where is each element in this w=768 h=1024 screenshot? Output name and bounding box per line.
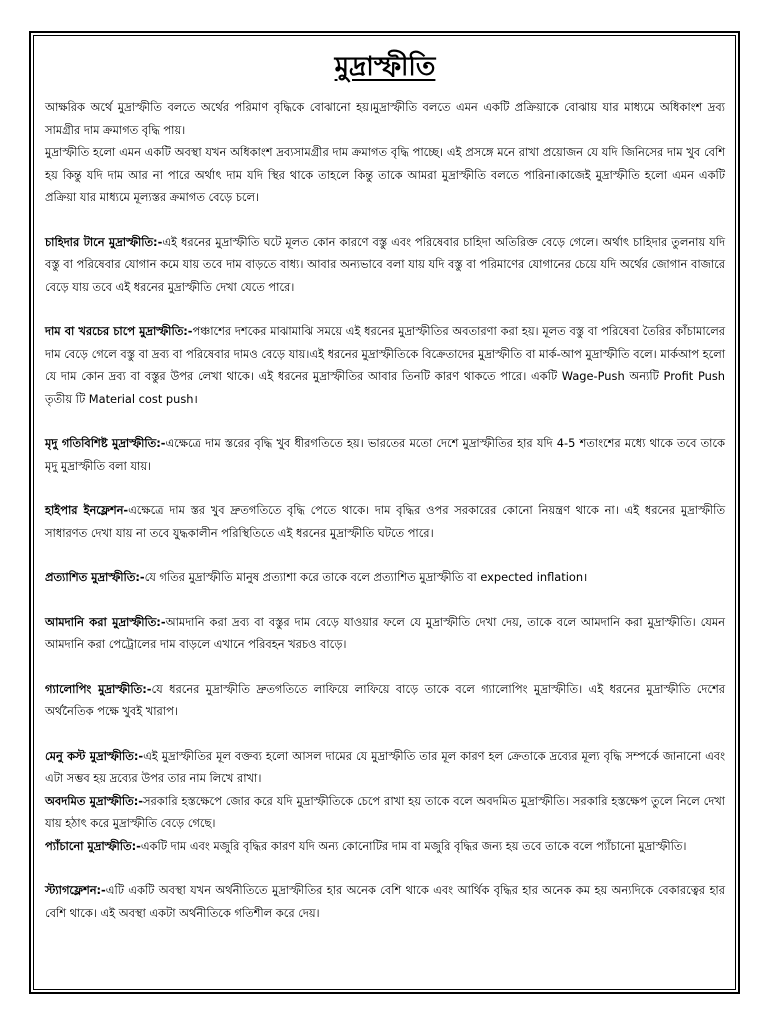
section-gap (45, 410, 725, 432)
term-text: এই ধরনের মুদ্রাস্ফীতি ঘটে মূলত কোন কারণে বস্তু এবং পরিষেবার চাহিদা অতিরিক্ত বেড়ে গেলে। অর্থাৎ চাহিদার তুলনায় যদি বস্তু বা পরিষেবার যোগান কমে যায় তবে দাম বাড়তে বাধ্য। আবার অন্যভাবে বলা যায় যদি বস্তু বা পরিমাণের যোগানের চেয়ে যদি অর্থের জোগান বাজারে বেড়ে যায় তবে এই ধরনের মুদ্রাস্ফীতি দেখা যেতে পারে। (45, 234, 725, 294)
section-gap (45, 209, 725, 231)
term-text: আমদানি করা দ্রব্য বা বস্তুর দাম বেড়ে যাওয়ার ফলে যে মুদ্রাস্ফীতি দেখা দেয়, তাকে বলে আমদানি করা মুদ্রাস্ফীতি। যেমন আমদানি করা পেট্রোলের দাম বাড়লে এখানে পরিবহন খরচও বাড়ে। (45, 614, 725, 651)
section-gap (45, 544, 725, 566)
section-paragraph (45, 790, 725, 835)
term-heading: প্রত্যাশিত মুদ্রাস্ফীতি:- (45, 570, 145, 584)
term-heading: দাম বা খরচের চাপে মুদ্রাস্ফীতি:- (45, 324, 193, 338)
term-text: একটি দাম এবং মজুরি বৃদ্ধির কারণ যদি অন্য কোনোটির দাম বা মজুরি বৃদ্ধির জন্য হয় তবে তাকে বলে প্যাঁচানো মুদ্রাস্ফীতি। (140, 838, 687, 853)
section-gap (45, 656, 725, 678)
section-paragraph (45, 835, 725, 858)
term-heading: প্যাঁচানো মুদ্রাস্ফীতি:- (45, 838, 141, 853)
section-gap (45, 298, 725, 320)
term-heading: হাইপার ইনফ্লেশন- (45, 503, 129, 517)
term-heading: চাহিদার টানে মুদ্রাস্ফীতি:- (45, 234, 163, 249)
term-heading: মেনু কস্ট মুদ্রাস্ফীতি:- (45, 748, 144, 763)
term-heading: স্ট্যাগফ্লেশন:- (45, 883, 106, 897)
term-heading: মৃদু গতিবিশিষ্ট মুদ্রাস্ফীতি:- (45, 436, 166, 450)
section-paragraph (45, 566, 725, 589)
term-text: এটি একটি অবস্থা যখন অর্থনীতিতে মুদ্রাস্ফীতির হার অনেক বেশি থাকে এবং আর্থিক বৃদ্ধির হার অনেক কম হয় অন্যদিকে বেকারত্বের হার বেশি থাকে। এই অবস্থা একটা অর্থনীতিকে গতিশীল করে দেয়। (45, 883, 725, 920)
intro-paragraph: মুদ্রাস্ফীতি হলো এমন একটি অবস্থা যখন অধিকাংশ দ্রব্যসামগ্রীর দাম ক্রমাগত বৃদ্ধি পাচ্ছে। এই প্রসঙ্গে মনে রাখা প্রয়োজন যে যদি জিনিসের দাম খুব বেশি হয় কিন্তু যদি দাম আর না পারে অর্থাৎ দাম যদি স্থির থাকে তাহলে কিন্তু তাকে আমরা মুদ্রাস্ফীতি বলতে পারিনা।কাজেই মুদ্রাস্ফীতি হলো এমন একটি প্রক্রিয়া যার মাধ্যমে মূল্যস্তর ক্রমাগত বেড়ে চলে। (45, 145, 726, 204)
term-text: সরকারি হস্তক্ষেপে জোর করে যদি মুদ্রাস্ফীতিকে চেপে রাখা হয় তাকে বলে অবদমিত মুদ্রাস্ফীতি। সরকারি হস্তক্ষেপ তুলে নিলে দেখা যায় হঠাৎ করে মুদ্রাস্ফীতি বেড়ে গেছে। (45, 793, 725, 830)
term-text: এক্ষেত্রে দাম স্তর খুব দ্রুতগতিতে বৃদ্ধি পেতে থাকে। দাম বৃদ্ধির ওপর সরকারের কোনো নিয়ন্ত্রণ থাকে না। এই ধরনের মুদ্রাস্ফীতি সাধারণত দেখা যায় না তবে যুদ্ধকালীন পরিস্থিতিতে এই ধরনের মুদ্রাস্ফীতি ঘটতে পারে। (45, 503, 725, 540)
term-text: পঞ্চাশের দশকের মাঝামাঝি সময়ে এই ধরনের মুদ্রাস্ফীতির অবতারণা করা হয়। মূলত বস্তু বা পরিষেবা তৈরির কাঁচামালের দাম বেড়ে গেলে বস্তু বা দ্রব্য বা পরিষেবার দামও বেড়ে যায়।এই ধরনের মুদ্রাস্ফীতিকে বিক্রেতাদের মুদ্রাস্ফীতি বা মার্ক-আপ মুদ্রাস্ফীতি বলে। মার্কআপ হলো যে দাম কোন দ্রব্য বা বস্তুর উপর লেখা থাকে। এই ধরনের মুদ্রাস্ফীতির আবার তিনটি কারণ থাকতে পারে। একটি Wage-Push অন্যটি Profit Push তৃতীয় টি Material cost push। (45, 324, 725, 406)
term-text: যে ধরনের মুদ্রাস্ফীতি দ্রুতগতিতে লাফিয়ে লাফিয়ে বাড়ে তাকে বলে গ্যালোপিং মুদ্রাস্ফীতি। এই ধরনের মুদ্রাস্ফীতি দেশের অর্থনৈতিক পক্ষে খুবই খারাপ। (45, 681, 725, 718)
term-text: এই মুদ্রাস্ফীতির মূল বক্তব্য হলো আসল দামের যে মুদ্রাস্ফীতি তার মূল কারণ হল ক্রেতাকে দ্রব্যের মূল্য বৃদ্ধি সম্পর্কে জানানো এবং এটা সম্ভব হয় দ্রব্যের উপর তার নাম লিখে রাখা। (45, 748, 725, 785)
document-content (45, 48, 725, 924)
title-wrap (45, 48, 725, 96)
section-paragraph (45, 745, 725, 790)
section-paragraph (45, 231, 725, 299)
section-paragraph (45, 879, 725, 924)
term-heading: অবদমিত মুদ্রাস্ফীতি:- (45, 793, 144, 808)
intro-paragraph: আক্ষরিক অর্থে মুদ্রাস্ফীতি বলতে অর্থের পরিমাণ বৃদ্ধিকে বোঝানো হয়।মুদ্রাস্ফীতি বলতে এমন একটি প্রক্রিয়াকে বোঝায় যার মাধ্যমে অধিকাংশ দ্রব্য সামগ্রীর দাম ক্রমাগত বৃদ্ধি পায়। (45, 100, 725, 137)
term-text: এক্ষেত্রে দাম স্তরের বৃদ্ধি খুব ধীরগতিতে হয়। ভারতের মতো দেশে মুদ্রাস্ফীতির হার যদি 4-5 শতাংশের মধ্যে থাকে তবে তাকে মৃদু মুদ্রাস্ফীতি বলা যায়। (45, 436, 726, 473)
section-gap (45, 857, 725, 879)
section-gap (45, 477, 725, 499)
term-heading: গ্যালোপিং মুদ্রাস্ফীতি:- (45, 681, 152, 696)
section-paragraph (45, 320, 725, 410)
section-gap (45, 723, 725, 745)
section-paragraph (45, 678, 725, 723)
section-paragraph (45, 432, 725, 477)
term-heading: আমদানি করা মুদ্রাস্ফীতি:- (45, 614, 166, 629)
section-paragraph (45, 499, 725, 544)
section-gap (45, 589, 725, 611)
section-paragraph (45, 611, 725, 656)
page-title: মুদ্রাস্ফীতি (334, 52, 436, 82)
term-text: যে গতির মুদ্রাস্ফীতি মানুষ প্রত্যাশা করে তাকে বলে প্রত্যাশিত মুদ্রাস্ফীতি বা expected inflation। (144, 570, 588, 584)
